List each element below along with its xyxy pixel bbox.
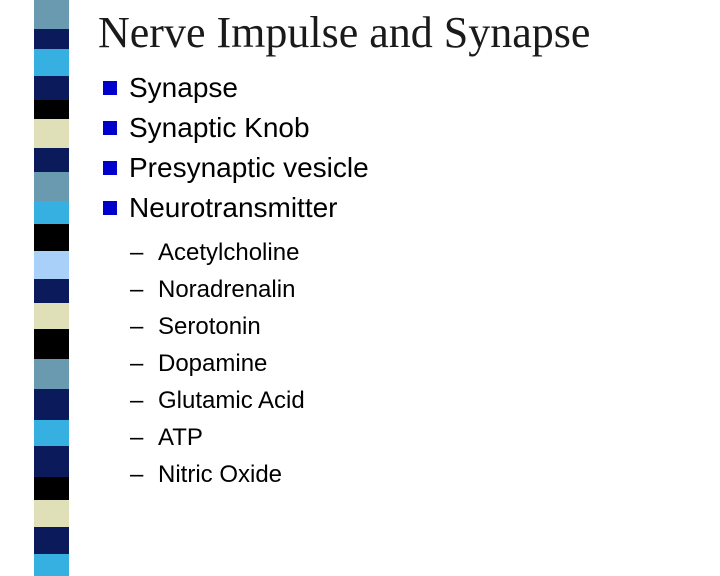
sub-bullet-item [130,345,305,382]
stripe-block [34,329,69,359]
bullet-label: Presynaptic vesicle [129,152,369,183]
sub-bullet-label: Noradrenalin [158,276,296,303]
sub-bullet-item [130,382,305,419]
stripe-block [34,76,69,100]
sub-bullet-item [130,271,305,308]
sub-bullet-item [130,456,305,493]
sub-bullet-label: Serotonin [158,313,261,340]
sub-bullet-label: Acetylcholine [158,239,300,266]
bullet-item [103,188,369,228]
sub-bullet-label: Nitric Oxide [158,461,283,488]
sub-bullet-list [130,234,305,493]
stripe-block [34,119,69,148]
square-bullet-icon [103,201,117,215]
stripe-block [34,500,69,527]
dash-marker: – [130,276,144,303]
stripe-block [34,420,69,446]
sub-bullet-item [130,308,305,345]
stripe-block [34,224,69,251]
stripe-block [34,359,69,389]
stripe-block [34,303,69,329]
stripe-block [34,100,69,119]
stripe-block [34,554,69,576]
dash-marker: – [130,239,144,266]
stripe-block [34,148,69,172]
bullet-label: Synaptic Knob [129,112,310,143]
sub-bullet-item [130,419,305,456]
sub-bullet-label: Dopamine [158,350,268,377]
sub-bullet-label: Glutamic Acid [158,387,305,414]
dash-marker: – [130,387,144,414]
dash-marker: – [130,313,144,340]
bullet-item [103,68,369,108]
decorative-stripe [34,0,69,540]
stripe-block [34,446,69,477]
dash-marker: – [130,461,144,488]
bullet-label: Synapse [129,72,238,103]
stripe-block [34,0,69,29]
stripe-block [34,279,69,303]
sub-bullet-label: ATP [158,424,203,451]
dash-marker: – [130,424,144,451]
square-bullet-icon [103,161,117,175]
stripe-block [34,389,69,420]
stripe-block [34,527,69,554]
bullet-list [103,68,369,228]
bullet-label: Neurotransmitter [129,192,338,223]
square-bullet-icon [103,81,117,95]
stripe-block [34,201,69,224]
dash-marker: – [130,350,144,377]
slide-title: Nerve Impulse and Synapse [98,8,591,57]
stripe-block [34,49,69,76]
bullet-item [103,108,369,148]
stripe-block [34,251,69,279]
stripe-block [34,172,69,201]
stripe-block [34,29,69,49]
stripe-block [34,477,69,500]
sub-bullet-item [130,234,305,271]
bullet-item [103,148,369,188]
square-bullet-icon [103,121,117,135]
